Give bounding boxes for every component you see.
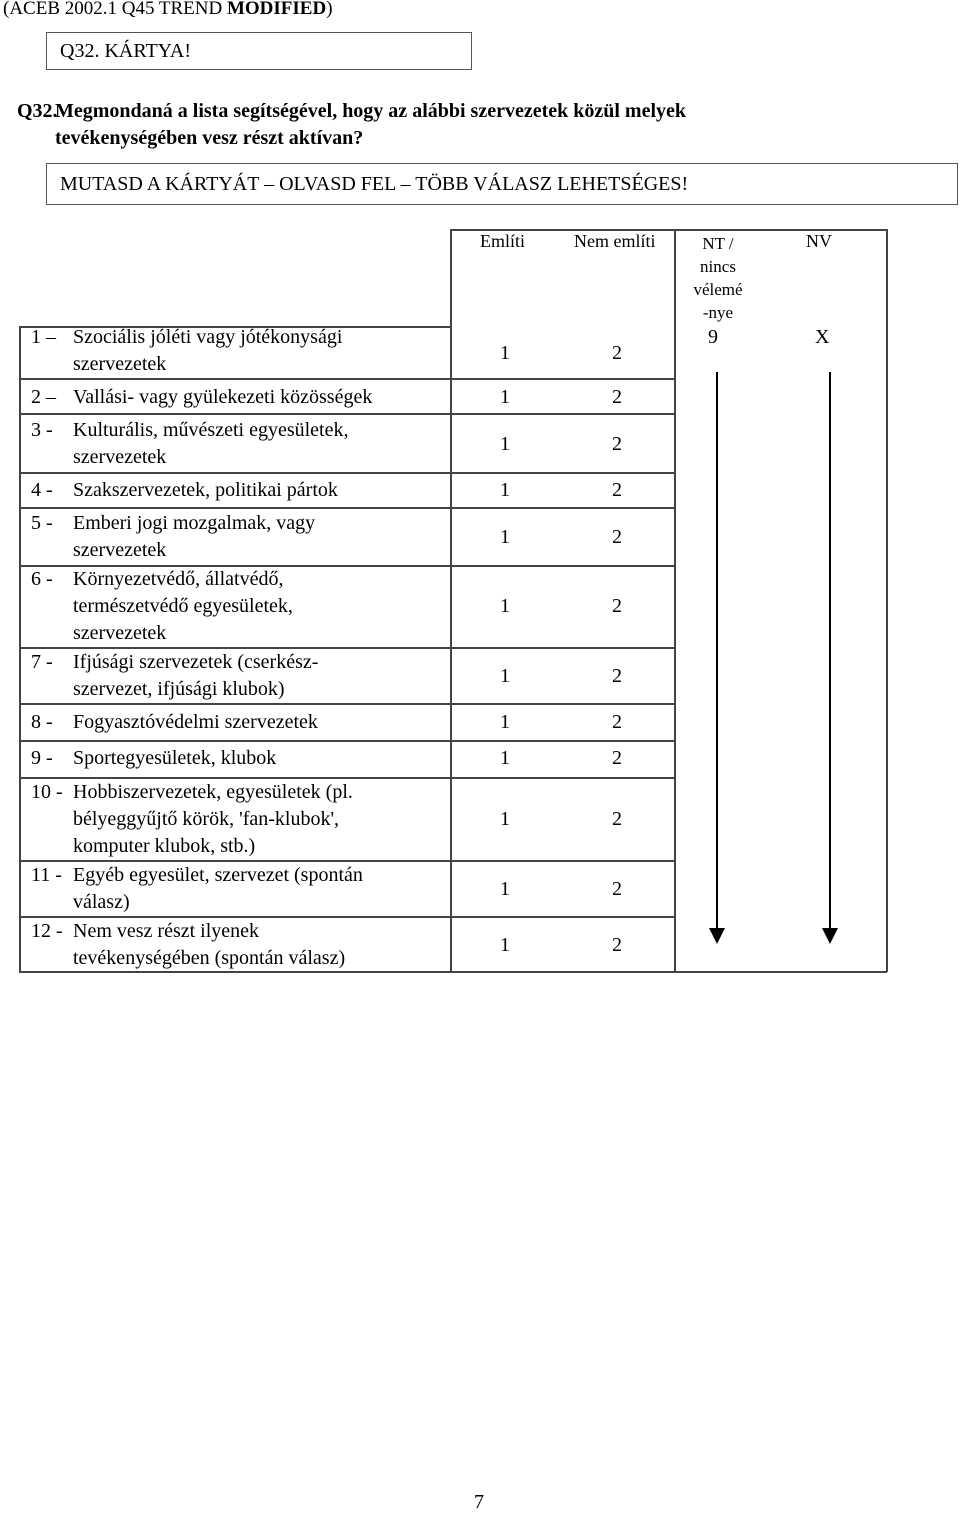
item-label: válasz) (73, 891, 130, 913)
code-emliti: 1 (500, 808, 510, 830)
code-emliti: 1 (500, 433, 510, 455)
nt-header-line: nincs (700, 257, 736, 276)
item-label: szervezet, ifjúsági klubok) (73, 678, 285, 700)
list-item (31, 324, 342, 378)
nv-arrow-head-icon (822, 928, 838, 944)
item-number: 11 - (31, 864, 62, 886)
nv-code: X (815, 326, 830, 348)
code-nem-emliti: 2 (612, 711, 622, 733)
label-column-border (450, 326, 452, 972)
question-line-1: Megmondaná a lista segítségével, hogy az alábbi szervezetek közül melyek (55, 100, 687, 122)
code-emliti: 1 (500, 595, 510, 617)
row-divider (19, 413, 675, 415)
code-nem-emliti: 2 (612, 386, 622, 408)
column-header-emliti: Említi (480, 231, 525, 251)
code-nem-emliti: 2 (612, 342, 622, 364)
list-item (31, 477, 338, 504)
code-nem-emliti: 2 (612, 747, 622, 769)
question-number: Q32. (17, 100, 58, 122)
item-label: tevékenységében (spontán válasz) (73, 947, 346, 969)
column-header-nem-emliti: Nem említi (574, 231, 656, 251)
item-number: 2 – (31, 386, 56, 408)
code-nem-emliti: 2 (612, 526, 622, 548)
item-label: Egyéb egyesület, szervezet (spontán (73, 864, 363, 886)
item-label: Szakszervezetek, politikai pártok (73, 479, 338, 501)
code-nem-emliti: 2 (612, 665, 622, 687)
list-item (31, 779, 353, 860)
column-header-nv: NV (806, 231, 832, 251)
code-emliti: 1 (500, 386, 510, 408)
header-modified: MODIFIED (226, 0, 327, 19)
row-divider (19, 507, 675, 509)
code-nem-emliti: 2 (612, 595, 622, 617)
interviewer-instruction: MUTASD A KÁRTYÁT – OLVASD FEL – TÖBB VÁLASZ LEHETSÉGES! (60, 173, 689, 195)
item-number: 3 - (31, 419, 53, 441)
row-divider (19, 472, 675, 474)
table-top-border (450, 229, 887, 231)
item-label: szervezetek (73, 539, 167, 561)
nt-header-line: NT / (702, 234, 734, 253)
code-nem-emliti: 2 (612, 878, 622, 900)
code-nem-emliti: 2 (612, 808, 622, 830)
item-number: 7 - (31, 651, 53, 673)
header-prefix: (ACEB 2002.1 Q45 TREND (3, 0, 227, 19)
document-header (3, 0, 333, 20)
code-nem-emliti: 2 (612, 479, 622, 501)
row-divider (19, 703, 675, 705)
item-number: 12 - (31, 920, 63, 942)
item-label: Sportegyesületek, klubok (73, 747, 277, 769)
row-divider (19, 378, 675, 380)
page-number: 7 (474, 1491, 484, 1513)
code-nem-emliti: 2 (612, 934, 622, 956)
list-item (31, 918, 345, 972)
question-line-2: tevékenységében vesz részt aktívan? (55, 127, 364, 149)
header-suffix: ) (326, 0, 333, 19)
code-emliti: 1 (500, 526, 510, 548)
nt-arrow-line (716, 372, 718, 930)
list-item (31, 510, 315, 564)
interviewer-instruction-box (46, 163, 958, 205)
code-emliti: 1 (500, 878, 510, 900)
column-header-nt (686, 232, 750, 324)
item-label: Kulturális, művészeti egyesületek, (73, 419, 349, 441)
item-label: Emberi jogi mozgalmak, vagy (73, 512, 316, 534)
item-label: Vallási- vagy gyülekezeti közösségek (73, 386, 373, 408)
code-emliti: 1 (500, 711, 510, 733)
list-item (31, 384, 372, 411)
item-label: Környezetvédő, állatvédő, (73, 568, 284, 590)
code-emliti: 1 (500, 665, 510, 687)
item-label: Fogyasztóvédelmi szervezetek (73, 711, 318, 733)
item-label: bélyeggyűjtő körök, 'fan-klubok', (73, 808, 340, 830)
question-text (17, 98, 686, 152)
code-emliti: 1 (500, 342, 510, 364)
nv-arrow-line (829, 372, 831, 930)
table-left-border (19, 326, 21, 972)
row-divider (19, 740, 675, 742)
item-label: Szociális jóléti vagy jótékonysági (73, 326, 343, 348)
code-emliti: 1 (500, 747, 510, 769)
item-number: 5 - (31, 512, 53, 534)
item-label: szervezetek (73, 446, 167, 468)
item-number: 6 - (31, 568, 53, 590)
list-item (31, 417, 348, 471)
nt-header-line: vélemé (693, 280, 743, 299)
table-right-border (886, 229, 888, 972)
item-label: természetvédő egyesületek, (73, 595, 293, 617)
item-label: Hobbiszervezetek, egyesületek (pl. (73, 781, 353, 803)
item-number: 9 - (31, 747, 53, 769)
item-number: 1 – (31, 326, 56, 348)
item-label: szervezetek (73, 622, 167, 644)
item-number: 8 - (31, 711, 53, 733)
item-number: 10 - (31, 781, 63, 803)
item-number: 4 - (31, 479, 53, 501)
nt-arrow-head-icon (709, 928, 725, 944)
header-left-border (450, 229, 452, 327)
card-label: Q32. KÁRTYA! (60, 40, 192, 62)
card-instruction-box (46, 32, 472, 70)
list-item (31, 649, 318, 703)
list-item (31, 709, 318, 736)
list-item (31, 566, 293, 647)
item-label: Ifjúsági szervezetek (cserkész- (73, 651, 319, 673)
code-emliti: 1 (500, 479, 510, 501)
nt-code: 9 (708, 326, 718, 348)
list-item (31, 745, 276, 772)
item-label: Nem vesz részt ilyenek (73, 920, 260, 942)
item-label: szervezetek (73, 353, 167, 375)
code-emliti: 1 (500, 934, 510, 956)
item-label: komputer klubok, stb.) (73, 835, 256, 857)
code-nem-emliti: 2 (612, 433, 622, 455)
list-item (31, 862, 363, 916)
nt-header-line: -nye (702, 303, 734, 322)
